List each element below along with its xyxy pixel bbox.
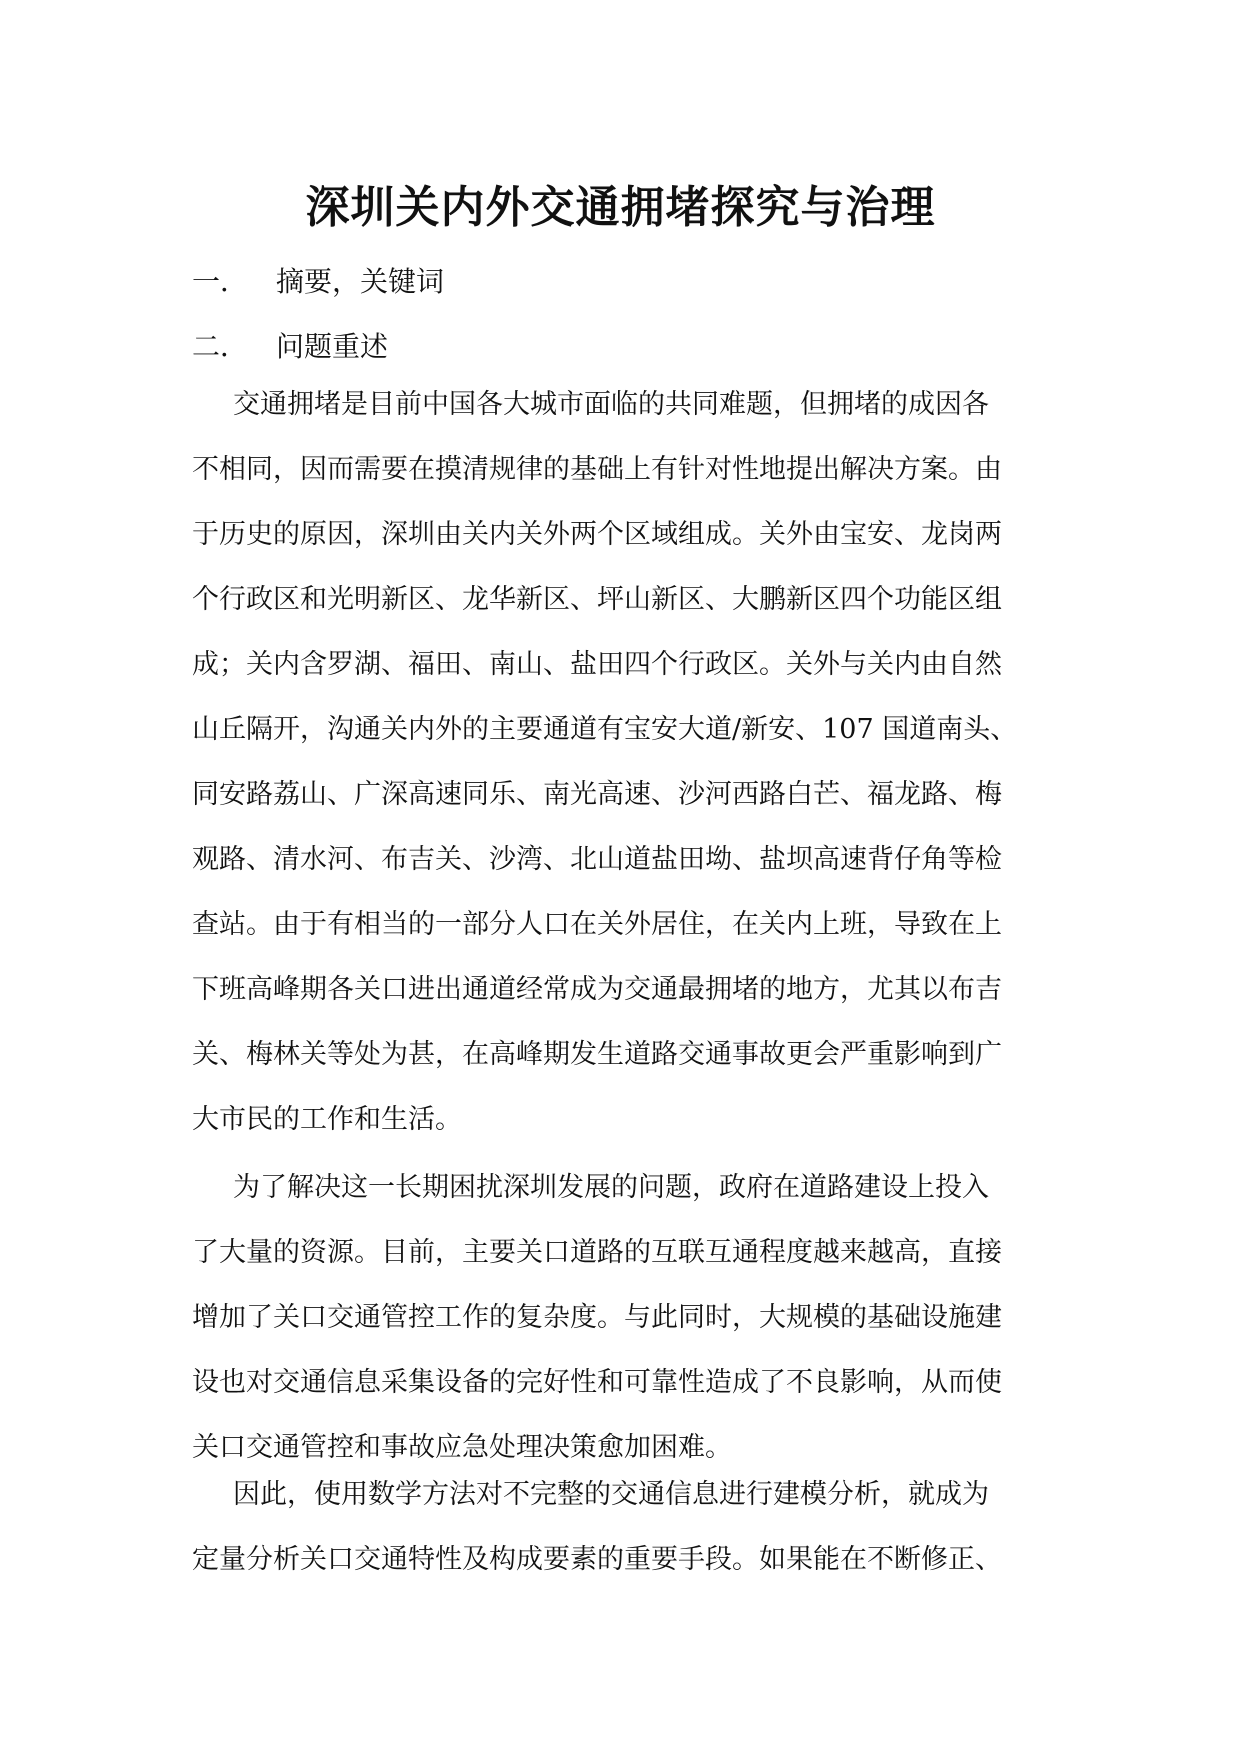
section-label: 摘要，关键词 — [276, 265, 445, 298]
paragraph-line: 定量分析关口交通特性及构成要素的重要手段。如果能在不断修正、 — [192, 1544, 1002, 1575]
section-heading-problem-restatement — [192, 327, 388, 367]
paragraph-line: 山丘隔开，沟通关内外的主要通道有宝安大道/新安、107 国道南头、 — [192, 714, 1018, 745]
section-heading-abstract — [192, 262, 444, 302]
paragraph-line: 因此，使用数学方法对不完整的交通信息进行建模分析，就成为 — [233, 1479, 989, 1510]
paragraph-line: 大市民的工作和生活。 — [192, 1104, 462, 1135]
document-title: 深圳关内外交通拥堵探究与治理 — [305, 182, 936, 233]
paragraph-background — [192, 372, 1052, 1152]
section-number: 一． — [192, 265, 249, 298]
section-number: 二． — [192, 330, 249, 363]
section-label: 问题重述 — [276, 330, 389, 363]
paragraph-line: 于历史的原因，深圳由关内关外两个区域组成。关外由宝安、龙岗两 — [192, 519, 1002, 550]
paragraph-line: 关口交通管控和事故应急处理决策愈加困难。 — [192, 1432, 732, 1463]
paragraph-line: 关、梅林关等处为甚，在高峰期发生道路交通事故更会严重影响到广 — [192, 1039, 1002, 1070]
paragraph-line: 同安路荔山、广深高速同乐、南光高速、沙河西路白芒、福龙路、梅 — [192, 779, 1002, 810]
paragraph-line: 不相同，因而需要在摸清规律的基础上有针对性地提出解决方案。由 — [192, 454, 1002, 485]
paragraph-line: 观路、清水河、布吉关、沙湾、北山道盐田坳、盐坝高速背仔角等检 — [192, 844, 1002, 875]
paragraph-line: 查站。由于有相当的一部分人口在关外居住，在关内上班，导致在上 — [192, 909, 1002, 940]
paragraph-line: 成；关内含罗湖、福田、南山、盐田四个行政区。关外与关内由自然 — [192, 649, 1002, 680]
paragraph-government-investment — [192, 1155, 1052, 1480]
paragraph-line: 设也对交通信息采集设备的完好性和可靠性造成了不良影响，从而使 — [192, 1367, 1002, 1398]
paragraph-modeling-approach — [192, 1462, 1052, 1592]
paragraph-line: 了大量的资源。目前，主要关口道路的互联互通程度越来越高，直接 — [192, 1237, 1002, 1268]
paragraph-line: 增加了关口交通管控工作的复杂度。与此同时，大规模的基础设施建 — [192, 1302, 1002, 1333]
paragraph-line: 下班高峰期各关口进出通道经常成为交通最拥堵的地方，尤其以布吉 — [192, 974, 1002, 1005]
paragraph-line: 为了解决这一长期困扰深圳发展的问题，政府在道路建设上投入 — [233, 1172, 989, 1203]
paragraph-line: 个行政区和光明新区、龙华新区、坪山新区、大鹏新区四个功能区组 — [192, 584, 1002, 615]
paragraph-line: 交通拥堵是目前中国各大城市面临的共同难题，但拥堵的成因各 — [233, 389, 989, 420]
